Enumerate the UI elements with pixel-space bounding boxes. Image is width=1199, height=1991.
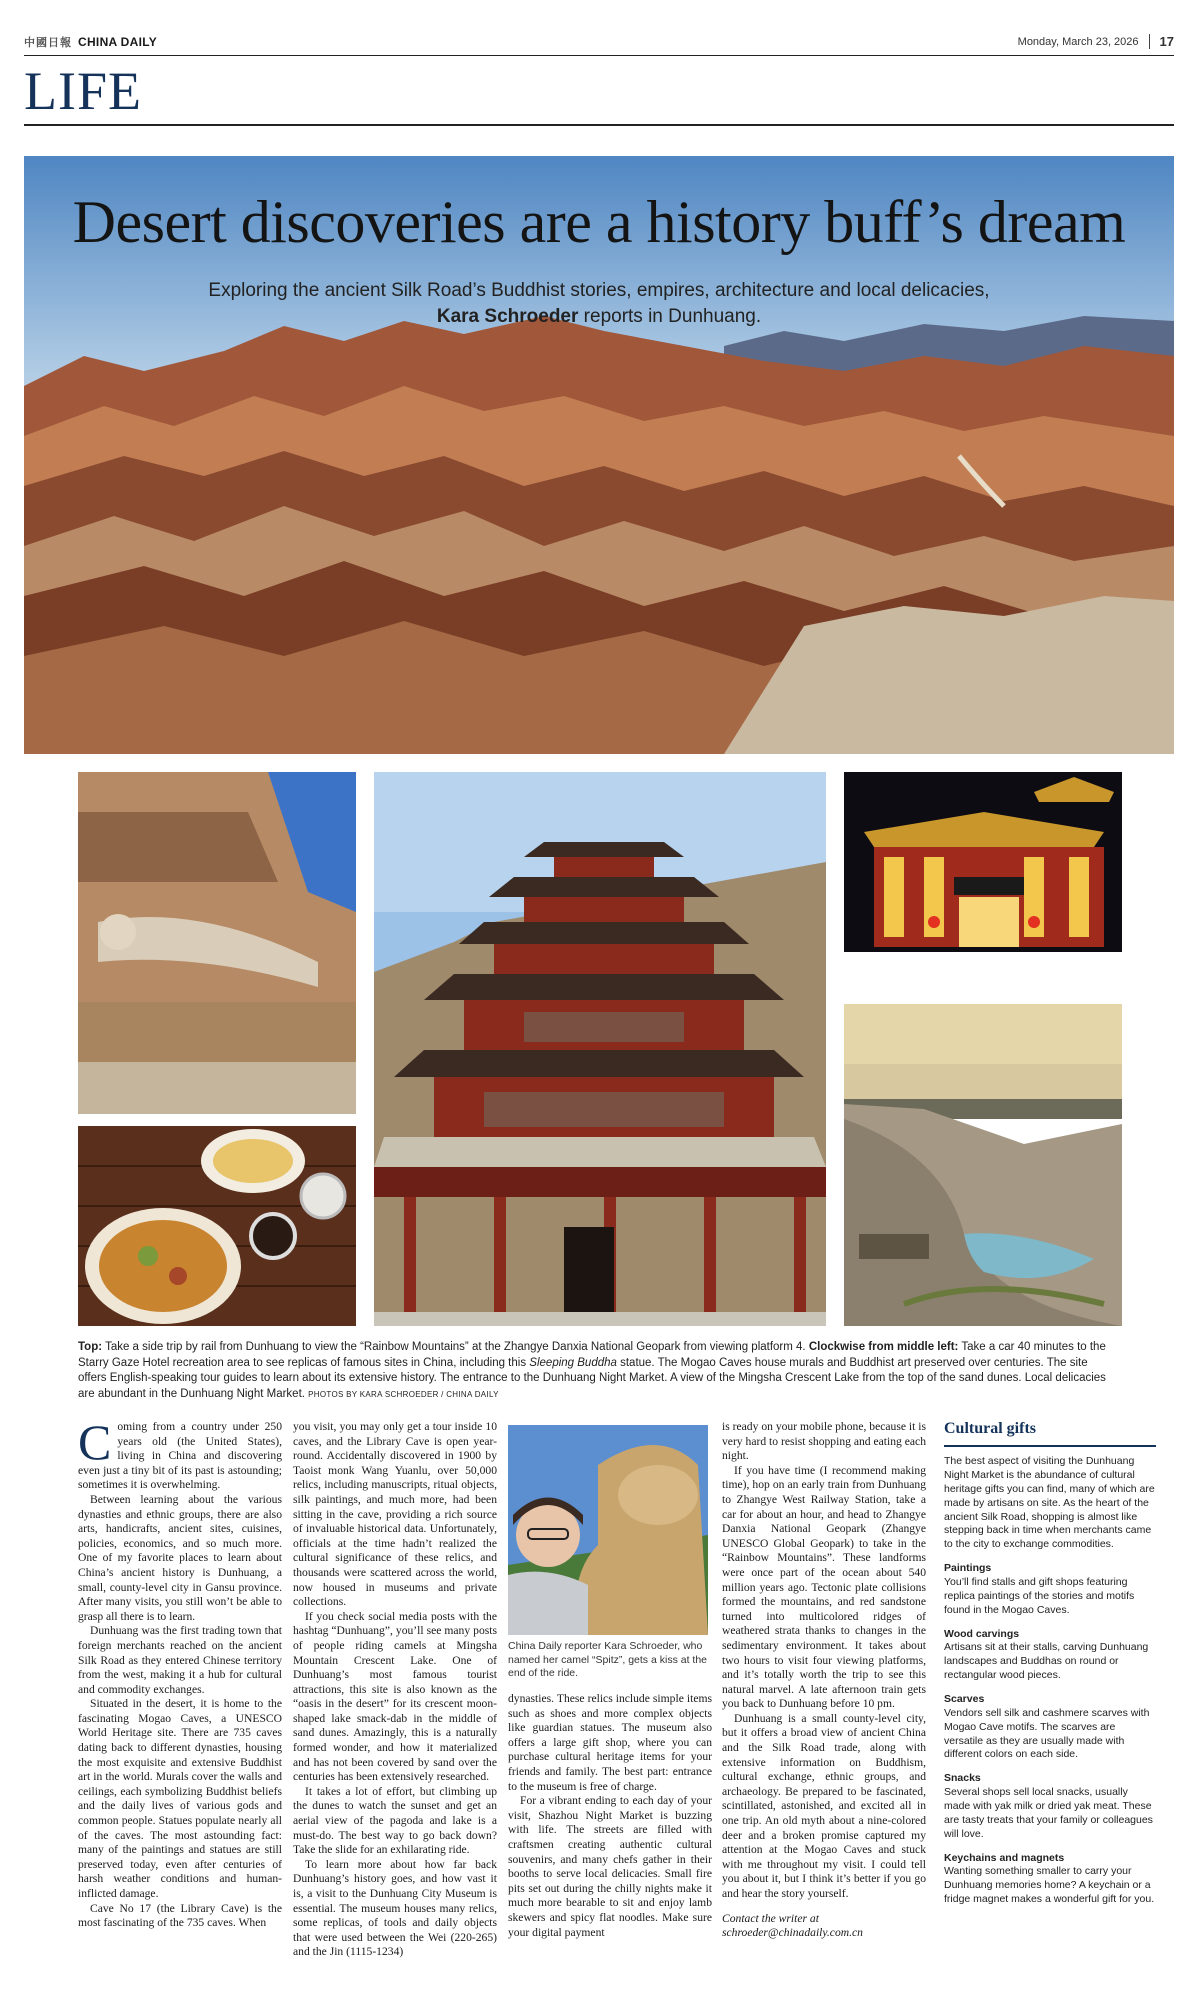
paragraph: Dunhuang is a small county-level city, but it offers a broad view of ancient China and the Silk Road trade, along with extensive information on Buddhism, cultural exchange, ethnic groups, and archaeology. Be prepared to be fascinated, scintillated, astonished, and excited all in one trip. An old myth about a nine-colored deer and a broken promise captured my attention at the Mogao Caves and stuck with me throughout my visit. I could tell you about it, but I think it’s better if you go and hear the story yourself. [722,1711,926,1900]
caption-italic-title: Sleeping Buddha [529,1356,617,1369]
paragraph: To learn more about how far back Dunhuang’s history goes, and how vast it is, a visit to the Dunhuang City Museum is essential. The museum houses many relics, some replicas, of tools and daily objects that were used between the Wei (220-265) and the Jin (1115-1234) [293,1857,497,1959]
sidebar-intro: The best aspect of visiting the Dunhuang Night Market is the abundance of cultural heritage gifts you can find, many of which are made by artisans on site. As the heart of the ancient Silk Road, shopping is almost like stepping back in time when merchants came to the city to exchange commodities. [944,1455,1155,1551]
paragraph: Cave No 17 (the Library Cave) is the most fascinating of the 735 caves. When [78,1901,282,1930]
paragraph: Dunhuang was the first trading town that foreign merchants reached on the ancient Silk Road as they entered Chinese territory from the west, making it a hub for cultural and commodity exchanges. [78,1624,282,1696]
byline-author: Kara Schroeder [436,305,579,327]
photo-sleeping-buddha [78,772,356,1114]
photo-mogao-caves-pagoda [374,772,826,1326]
inset-photo-caption: China Daily reporter Kara Schroeder, who named her camel “Spitz”, gets a kiss at the end of the ride. [508,1640,708,1680]
sidebar-text: Several shops sell local snacks, usually made with yak milk or dried yak meat. These are tasty treats that your family or colleagues will love. [944,1786,1153,1840]
paragraph-text: oming from a country under 250 years old (the United States), living in China and discovering even just a tiny bit of its past is astounding; sometimes it is overwhelming. [78,1420,282,1492]
dropcap: C [78,1414,112,1470]
subheadline [204,278,994,329]
paragraph: If you check social media posts with the hashtag “Dunhuang”, you’ll see many posts of people riding camels at Mingsha Mountain Crescent Lake. One of Dunhuang’s most famous tourist attractions, this site is also known as the “oasis in the desert” for its crescent moon-shaped lake smack-dab in the middle of sand dunes. Amazingly, this is a naturally formed wonder, and how it materialized and has not been covered by sand over the centuries has been extensively researched. [293,1609,497,1784]
paragraph: you visit, you may only get a tour inside 10 caves, and the Library Cave is open year-round. Accidentally discovered in 1900 by Taoist monk Wang Yuanlu, over 50,000 relics, including manuscripts, ritual objects, silk paintings, and much more, had been sitting in the cave, providing a rich source of invaluable historical data. Unfortunately, officials at the time hadn’t realized the cultural significance of these relics, and thousands were scattered across the world, now housed in museums and private collections. [293,1420,497,1609]
sidebar-heading: Scarves [944,1693,985,1705]
photo-reporter-with-camel [508,1425,708,1635]
headline: Desert discoveries are a history buff’s dream [72,189,1126,255]
paragraph: dynasties. These relics include simple items such as shoes and more complex objects like guardian statues. The museum also offers a large gift shop, where you can purchase cultural heritage items for your friends and family. The best part: entrance to the museum is free of charge. [508,1692,712,1793]
sidebar-text: You’ll find stalls and gift shops featuring replica paintings of the stories and motifs found in the Mogao Caves. [944,1575,1135,1616]
sidebar-heading: Keychains and magnets [944,1851,1065,1864]
page-number: 17 [1149,34,1174,49]
caption-top-text: Take a side trip by rail from Dunhuang to view the “Rainbow Mountains” at the Zhangye Danxia National Geopark from viewing platform 4. [105,1341,806,1353]
paragraph: Situated in the desert, it is home to the fascinating Mogao Caves, a UNESCO World Heritage site. There are 735 caves dating back to different dynasties, housing the most exquisite and extensive Buddhist art in the world. Murals cover the walls and ceilings, each symbolizing Buddhist beliefs and the daily lives of various gods and common people. Statues populate nearly all of the caves. The most astounding fact: many of the paintings and statues are still preserved today, even after centuries of harsh weather conditions and human-inflicted damage. [78,1697,282,1900]
sidebar-text: Wanting something smaller to carry your Dunhuang memories home? A keychain or a fridge magnet makes a wonderful gift for you. [944,1865,1155,1906]
sidebar-title: Cultural gifts [944,1418,1156,1447]
contact-line: Contact the writer at [722,1911,819,1925]
caption-clockwise-text-1: Take a car 40 minutes to the Starry Gaze Hotel recreation area to see replicas of famous sites in China, including this [78,1341,1106,1369]
masthead [24,28,1174,56]
paragraph: If you have time (I recommend making time), hop on an early train from Dunhuang to Zhangye West Railway Station, take a car for about an hour, and head to Zhangye Danxia National Geopark (Zhangye UNESCO Global Geopark) to take in the “Rainbow Mountains”. These landforms were once part of the ocean about 540 million years ago. Tectonic plate collisions formed the mountains, and red sandstone turned into multicolored ridges of weathered strata thanks to changes in the sedimentary environment. It takes about two hours to visit four viewing platforms, and it’s totally worth the trip to see this natural marvel. A late afternoon train gets you back to Dunhuang before 10 pm. [722,1463,926,1711]
section-divider [24,124,1174,126]
sidebar-text: Vendors sell silk and cashmere scarves with Mogao Cave motifs. The scarves are versatile as they are usually made with different colors on each side. [944,1706,1150,1761]
sidebar-cultural-gifts [944,1418,1156,1907]
paragraph: Between learning about the various dynasties and ethnic groups, there are also arts, handicrafts, ancient sites, cuisines, policies, economics, and so much more. One of my favorite places to learn about China’s ancient history is Dunhuang, a small, county-level city in Gansu province. After many visits, you still won’t be able to grasp all there is to learn. [78,1492,282,1623]
sidebar-heading: Wood carvings [944,1627,1020,1640]
publication-logo [24,34,157,50]
paragraph [78,1414,282,1493]
sidebar-heading: Paintings [944,1562,992,1575]
body-column-3 [508,1692,712,1940]
section-title: LIFE [24,61,142,121]
body-column-4 [722,1420,926,1941]
caption-top-label: Top: [78,1341,103,1353]
body-column-1 [78,1414,282,1931]
issue-date: Monday, March 23, 2026 [1017,35,1139,48]
caption-clockwise-text-2: statue. The Mogao Caves house murals and Buddhist art preserved over centuries. The site offers English-speaking tour guides to learn about its extensive history. The entrance to the Dunhuang Night Market. A view of the Mingsha Crescent Lake from the top of the sand dunes. Local delicacies are abundant in the Dunhuang Night Market. [78,1356,1106,1400]
body-column-2 [293,1420,497,1960]
subheadline-lead: Exploring the ancient Silk Road’s Buddhist stories, empires, architecture and local delicacies, [208,280,990,301]
paragraph: is ready on your mobile phone, because it is very hard to resist shopping and eating each night. [722,1420,926,1463]
paragraph: It takes a lot of effort, but climbing up the dunes to watch the sunset and get an aerial view of the pagoda and lake is a must-do. The best way to go back down? Take the slide for an exhilarating ride. [293,1784,497,1857]
paragraph: For a vibrant ending to each day of your visit, Shazhou Night Market is buzzing with life. The streets are filled with craftsmen creating authentic cultural souvenirs, and many chefs gather in their booths to serve local delicacies. Small fire pits set out during the chilly nights make it much more bearable to sit and enjoy lamb skewers and spicy flat noodles. Make sure your digital payment [508,1794,712,1939]
sidebar-heading: Snacks [944,1772,981,1785]
photo-night-market-entrance [844,772,1122,952]
photo-caption [78,1340,1118,1402]
contact-email[interactable]: schroeder@chinadaily.com.cn [722,1926,863,1940]
publication-name: CHINA DAILY [78,34,158,49]
hero-image-rainbow-mountains [24,156,1174,754]
photo-credit: PHOTOS BY KARA SCHROEDER / CHINA DAILY [308,1389,499,1399]
caption-clockwise-label: Clockwise from middle left: [808,1341,959,1353]
photo-local-delicacies [78,1126,356,1326]
sidebar-text: Artisans sit at their stalls, carving Dunhuang landscapes and Buddhas on round or rectangular wood pieces. [944,1641,1149,1682]
photo-mingsha-crescent-lake [844,1004,1122,1326]
logo-chinese-characters: 中國日報 [24,36,72,49]
subheadline-tail: reports in Dunhuang. [583,305,762,327]
